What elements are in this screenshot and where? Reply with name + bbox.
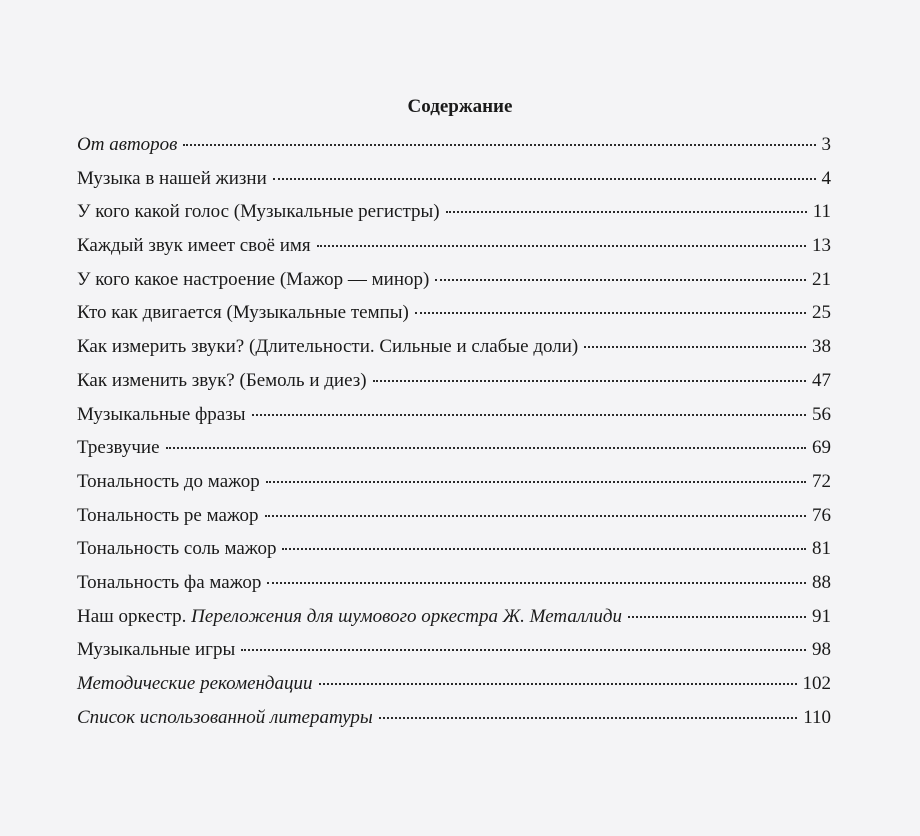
dot-leader (628, 615, 806, 618)
toc-page-number: 88 (812, 571, 831, 593)
toc-entry (77, 128, 831, 162)
toc-entry (77, 600, 831, 634)
toc-page-number: 21 (812, 268, 831, 290)
toc-entry-title: Трезвучие (77, 437, 160, 459)
toc-entry (77, 499, 831, 533)
dot-leader (252, 413, 806, 416)
toc-entry-title: Методические рекомендации (77, 673, 313, 694)
dot-leader (446, 210, 807, 213)
toc-page-number: 13 (812, 235, 831, 257)
dot-leader (241, 648, 806, 651)
dot-leader (266, 480, 806, 483)
toc-page-number: 38 (812, 336, 831, 358)
toc-entry-title: Тональность до мажор (77, 470, 260, 492)
dot-leader (273, 177, 816, 180)
toc-page-number: 3 (821, 134, 831, 155)
toc-entry-title: Как измерить звуки? (Длительности. Сильные и слабые доли) (77, 336, 579, 358)
dot-leader (265, 514, 806, 517)
toc-page-number: 72 (812, 470, 831, 492)
dot-leader (319, 682, 797, 685)
toc-entry (77, 195, 831, 229)
toc-page-number: 110 (803, 706, 831, 728)
toc-entry-main-text: Наш оркестр. (77, 605, 187, 627)
toc-entry (77, 263, 831, 297)
toc-page-number: 56 (812, 403, 831, 425)
dot-leader (267, 581, 806, 584)
toc-entry-title: Список использованной литературы (77, 706, 373, 728)
toc-page-number: 47 (812, 369, 831, 391)
toc-entry-title: Тональность фа мажор (77, 571, 262, 593)
toc-entry (77, 701, 831, 735)
toc-entry (77, 330, 831, 364)
toc-page-number: 81 (812, 538, 831, 560)
toc-page-number: 98 (812, 639, 831, 661)
toc-entry (77, 296, 831, 330)
dot-leader (379, 716, 797, 719)
toc-entry (77, 566, 831, 600)
toc-entry-subtitle: Переложения для шумового оркестра Ж. Металлиди (191, 605, 623, 627)
toc-page-number: 91 (812, 605, 831, 627)
toc-entry-title: Тональность соль мажор (77, 538, 277, 560)
dot-leader (282, 547, 806, 550)
toc-entry-title: У кого какое настроение (Мажор — минор) (77, 268, 430, 290)
toc-entry (77, 431, 831, 465)
toc-entry-title: Тональность ре мажор (77, 504, 259, 526)
toc-page-number: 76 (812, 504, 831, 526)
dot-leader (183, 143, 815, 146)
toc-entry-title: Кто как двигается (Музыкальные темпы) (77, 302, 409, 324)
toc-entry-title: Музыка в нашей жизни (77, 167, 267, 189)
toc-entry-title: От авторов (77, 134, 178, 155)
dot-leader (435, 278, 806, 281)
toc-entry (77, 633, 831, 667)
toc-entry (77, 465, 831, 499)
toc-entry-title: Каждый звук имеет своё имя (77, 235, 311, 257)
toc-entry-title (77, 600, 622, 634)
table-of-contents (77, 128, 831, 734)
toc-entry-title: Музыкальные игры (77, 639, 236, 661)
toc-page-number: 11 (812, 201, 831, 223)
toc-entry (77, 162, 831, 196)
dot-leader (317, 244, 806, 247)
dot-leader (166, 446, 806, 449)
page-title: Содержание (407, 96, 513, 117)
toc-entry (77, 667, 831, 701)
toc-page-number: 69 (812, 437, 831, 459)
toc-page-number: 25 (812, 302, 831, 324)
toc-entry (77, 229, 831, 263)
toc-entry-title: Как изменить звук? (Бемоль и диез) (77, 369, 367, 391)
toc-entry-title: У кого какой голос (Музыкальные регистры) (77, 201, 440, 223)
toc-entry-title: Музыкальные фразы (77, 403, 246, 425)
dot-leader (373, 379, 806, 382)
toc-entry (77, 398, 831, 432)
dot-leader (415, 311, 806, 314)
toc-entry (77, 364, 831, 398)
toc-entry (77, 532, 831, 566)
toc-page-number: 4 (821, 167, 831, 189)
dot-leader (584, 345, 806, 348)
toc-page-number: 102 (802, 673, 831, 694)
